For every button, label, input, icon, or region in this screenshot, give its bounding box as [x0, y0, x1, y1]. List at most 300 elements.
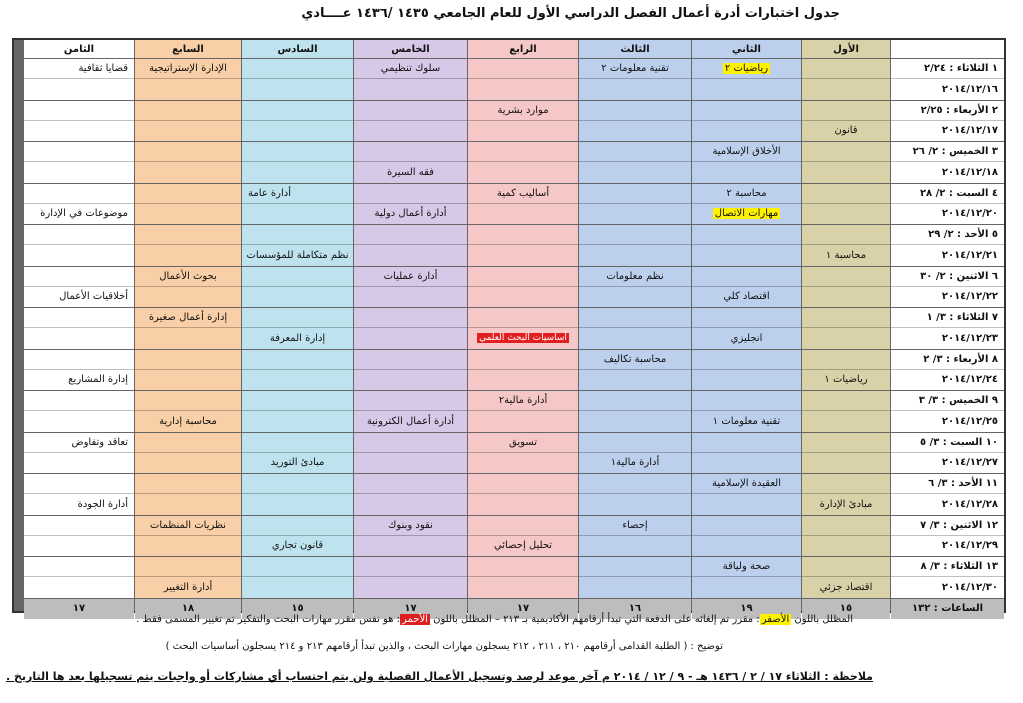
exam-slot — [579, 516, 691, 557]
slot-first — [468, 267, 578, 287]
exam-slot — [692, 184, 801, 225]
exam-slot — [135, 350, 241, 391]
course-name: موارد بشرية — [497, 104, 549, 116]
exam-slot — [242, 184, 353, 225]
slot-first — [242, 391, 353, 411]
slot-first — [242, 557, 353, 577]
course-name: نظم متكاملة للمؤسسات — [246, 249, 349, 261]
slot-first — [802, 308, 890, 328]
slot-second — [692, 411, 801, 431]
slot-first — [24, 184, 134, 204]
date-label: ٢٠١٤/١٢/٢٨ — [941, 498, 998, 510]
course-name: قانون تجاري — [271, 540, 324, 552]
exam-slot — [802, 433, 890, 474]
slot-first — [579, 433, 691, 453]
slot-first — [468, 350, 578, 370]
slot-first — [242, 142, 353, 162]
course-name: تعاقد وتفاوض — [71, 436, 128, 448]
slot-second — [579, 494, 691, 514]
exam-slot — [468, 142, 578, 183]
exam-slot — [354, 225, 467, 266]
exam-slot — [579, 474, 691, 515]
day-label: ١٠ السبت : ٣/ ٥ — [891, 433, 1004, 453]
slot-second — [579, 245, 691, 265]
slot-first — [135, 474, 241, 494]
footnote-text: : مقرر تم إلغائه على الدفعة التي تبدأ أرقامهم الأكاديمية بـ ٢١٣ – المظلل باللون — [429, 614, 760, 625]
exam-slot — [692, 142, 801, 183]
exam-slot — [24, 474, 134, 515]
header-level-2: الثاني — [692, 40, 801, 58]
exam-slot — [354, 391, 467, 432]
slot-first — [468, 59, 578, 79]
date-label: ٢٠١٤/١٢/١٧ — [941, 125, 998, 137]
slot-first — [468, 142, 578, 162]
exam-slot — [242, 474, 353, 515]
slot-first — [135, 308, 241, 328]
slot-second — [579, 287, 691, 307]
slot-second — [468, 79, 578, 99]
course-name: مهارات الاتصال — [714, 208, 779, 220]
slot-first — [135, 142, 241, 162]
exam-slot — [354, 433, 467, 474]
slot-first — [692, 267, 801, 287]
slot-first — [802, 267, 890, 287]
date-label: ٢٠١٤/١٢/١٨ — [941, 166, 998, 178]
slot-first — [802, 59, 890, 79]
exam-slot — [135, 101, 241, 142]
slot-second — [135, 245, 241, 265]
slot-first — [24, 516, 134, 536]
course-name: تحليل إحصائي — [493, 540, 553, 552]
slot-first — [24, 142, 134, 162]
exam-schedule-table — [12, 38, 1006, 613]
slot-first — [242, 225, 353, 245]
slot-second — [135, 370, 241, 390]
exam-slot — [468, 225, 578, 266]
slot-second — [135, 204, 241, 224]
exam-slot — [135, 59, 241, 100]
slot-second — [242, 494, 353, 514]
course-name: نظريات المنظمات — [150, 519, 226, 531]
exam-slot — [468, 184, 578, 225]
slot-second — [802, 494, 890, 514]
exam-slot — [135, 225, 241, 266]
slot-first — [802, 225, 890, 245]
slot-second — [354, 121, 467, 141]
slot-second — [242, 577, 353, 597]
slot-first — [24, 391, 134, 411]
slot-second — [579, 121, 691, 141]
slot-second — [354, 577, 467, 597]
exam-slot — [692, 267, 801, 308]
exam-slot — [802, 142, 890, 183]
course-name: إحصاء — [622, 519, 648, 531]
slot-second — [242, 121, 353, 141]
slot-first — [354, 267, 467, 287]
slot-first — [135, 184, 241, 204]
course-name: أدارة الجودة — [77, 498, 128, 510]
slot-first — [579, 142, 691, 162]
day-cell — [891, 474, 1004, 515]
slot-second — [242, 245, 353, 265]
slot-second — [354, 162, 467, 182]
slot-first — [135, 350, 241, 370]
slot-second — [242, 328, 353, 348]
total-hours-value: ١٥ — [802, 599, 890, 619]
exam-slot — [468, 516, 578, 557]
exam-slot — [802, 516, 890, 557]
exam-slot — [579, 433, 691, 474]
slot-first — [354, 184, 467, 204]
exam-slot — [24, 433, 134, 474]
slot-second — [692, 536, 801, 556]
exam-slot — [468, 267, 578, 308]
slot-first — [135, 225, 241, 245]
exam-slot — [242, 433, 353, 474]
exam-slot — [135, 142, 241, 183]
course-name: أساسيات البحث العلمي — [479, 333, 567, 344]
exam-slot — [24, 350, 134, 391]
slot-first — [242, 101, 353, 121]
slot-second — [802, 453, 890, 473]
slot-first — [242, 184, 353, 204]
course-name: بحوث الأعمال — [159, 270, 217, 282]
slot-second — [242, 370, 353, 390]
exam-slot — [135, 516, 241, 557]
exam-slot — [579, 225, 691, 266]
slot-first — [468, 557, 578, 577]
header-level-3: الثالث — [579, 40, 691, 58]
exam-slot — [468, 101, 578, 142]
date-label: ٢٠١٤/١٢/٢٢ — [941, 291, 998, 303]
course-name: أدارة عمليات — [383, 270, 438, 282]
date-label: ٢٠١٤/١٢/٢٧ — [941, 457, 998, 469]
slot-first — [468, 101, 578, 121]
exam-slot — [24, 391, 134, 432]
exam-slot — [242, 516, 353, 557]
exam-slot — [692, 557, 801, 598]
slot-second — [468, 577, 578, 597]
slot-first — [692, 350, 801, 370]
day-cell — [891, 433, 1004, 474]
course-name: تقنية معلومات ٢ — [601, 63, 669, 75]
course-name: مبادئ الإدارة — [819, 498, 873, 510]
exam-slot — [579, 557, 691, 598]
slot-first — [692, 308, 801, 328]
exam-slot — [692, 308, 801, 349]
day-label: ٨ الأربعاء : ٣/ ٢ — [891, 350, 1004, 370]
exam-slot — [24, 142, 134, 183]
day-label: ٧ الثلاثاء : ٣/ ١ — [891, 308, 1004, 328]
slot-second — [242, 204, 353, 224]
day-cell — [891, 184, 1004, 225]
course-name: اقتصاد جزئي — [819, 581, 873, 593]
slot-second — [354, 411, 467, 431]
date-label: ٢٠١٤/١٢/٢٣ — [941, 332, 998, 344]
slot-first — [354, 433, 467, 453]
exam-slot — [579, 350, 691, 391]
exam-slot — [354, 350, 467, 391]
exam-slot — [692, 225, 801, 266]
course-name: الإدارة الإستراتيجية — [149, 63, 227, 75]
slot-first — [354, 474, 467, 494]
slot-second — [468, 536, 578, 556]
slot-first — [354, 59, 467, 79]
slot-first — [354, 391, 467, 411]
day-label: ٥ الأحد : ٢/ ٢٩ — [891, 225, 1004, 245]
slot-second — [468, 121, 578, 141]
slot-second — [135, 328, 241, 348]
slot-first — [802, 474, 890, 494]
slot-first — [135, 391, 241, 411]
slot-second — [24, 411, 134, 431]
total-hours-label: الساعات : ١٣٢ — [891, 599, 1004, 619]
exam-slot — [802, 350, 890, 391]
exam-slot — [24, 184, 134, 225]
slot-second — [242, 453, 353, 473]
header-level-1: الأول — [802, 40, 890, 58]
slot-first — [692, 557, 801, 577]
exam-slot — [802, 474, 890, 515]
slot-first — [692, 433, 801, 453]
exam-slot — [354, 308, 467, 349]
slot-second — [579, 79, 691, 99]
slot-first — [802, 350, 890, 370]
course-name: رياضيات ٢ — [724, 63, 769, 75]
day-label: ١٢ الاثنين : ٣/ ٧ — [891, 516, 1004, 536]
course-name: أدارة التغيير — [163, 581, 213, 593]
total-hours-value: ١٧ — [354, 599, 467, 619]
day-label: ٤ السبت : ٢/ ٢٨ — [891, 184, 1004, 204]
slot-first — [579, 308, 691, 328]
slot-second — [468, 204, 578, 224]
slot-second — [24, 162, 134, 182]
total-hours-value: ١٧ — [24, 599, 134, 619]
exam-slot — [354, 184, 467, 225]
day-cell — [891, 267, 1004, 308]
course-name: أخلاقيات الأعمال — [59, 291, 128, 303]
slot-first — [354, 225, 467, 245]
course-name: محاسبة ١ — [825, 249, 867, 261]
slot-second — [242, 287, 353, 307]
footnote-text: المظلل باللون — [791, 614, 853, 625]
exam-slot — [242, 350, 353, 391]
slot-second — [802, 121, 890, 141]
day-label: ٦ الاثنين : ٢/ ٣٠ — [891, 267, 1004, 287]
day-cell — [891, 308, 1004, 349]
exam-slot — [354, 142, 467, 183]
slot-first — [135, 433, 241, 453]
exam-slot — [24, 308, 134, 349]
slot-second — [135, 287, 241, 307]
exam-slot — [802, 101, 890, 142]
course-name: أساليب كمية — [496, 187, 550, 199]
day-label: ١١ الأحد : ٣/ ٦ — [891, 474, 1004, 494]
exam-slot — [242, 267, 353, 308]
total-hours-value: ١٩ — [692, 599, 801, 619]
exam-slot — [135, 433, 241, 474]
course-name: قانون — [834, 125, 858, 137]
date-label: ٢٠١٤/١٢/٢١ — [941, 249, 998, 261]
slot-second — [579, 577, 691, 597]
day-cell — [891, 557, 1004, 598]
slot-second — [24, 370, 134, 390]
course-name: فقه السيرة — [387, 166, 434, 178]
slot-first — [579, 267, 691, 287]
slot-first — [802, 557, 890, 577]
exam-slot — [579, 267, 691, 308]
slot-second — [579, 328, 691, 348]
course-name: أدارة عامة — [248, 187, 291, 199]
slot-second — [802, 577, 890, 597]
date-label: ٢٠١٤/١٢/١٦ — [941, 83, 998, 95]
slot-first — [242, 433, 353, 453]
slot-second — [135, 453, 241, 473]
exam-slot — [135, 474, 241, 515]
course-name: أدارة مالية٢ — [498, 395, 548, 407]
slot-first — [579, 391, 691, 411]
slot-first — [354, 516, 467, 536]
header-level-8: الثامن — [24, 40, 134, 58]
slot-first — [242, 350, 353, 370]
exam-slot — [24, 557, 134, 598]
slot-second — [242, 162, 353, 182]
course-name: محاسبة إدارية — [159, 415, 217, 427]
exam-slot — [802, 391, 890, 432]
slot-second — [468, 328, 578, 348]
course-name: أدارة أعمال الكترونية — [366, 415, 455, 427]
course-name: قضايا ثقافية — [78, 63, 128, 75]
yellow-label: الأصفر — [761, 614, 790, 625]
slot-first — [242, 516, 353, 536]
exam-slot — [354, 101, 467, 142]
header-level-4: الرابع — [468, 40, 578, 58]
day-label: ١ الثلاثاء : ٢/٢٤ — [891, 59, 1004, 79]
exam-slot — [24, 59, 134, 100]
exam-slot — [692, 391, 801, 432]
slot-second — [135, 536, 241, 556]
exam-slot — [135, 391, 241, 432]
total-hours-value: ١٨ — [135, 599, 241, 619]
day-cell — [891, 350, 1004, 391]
slot-first — [354, 142, 467, 162]
footnote-highlight-legend — [136, 614, 853, 625]
exam-slot — [242, 225, 353, 266]
slot-second — [242, 411, 353, 431]
slot-second — [24, 79, 134, 99]
slot-second — [354, 245, 467, 265]
slot-first — [802, 516, 890, 536]
slot-second — [24, 577, 134, 597]
slot-first — [354, 308, 467, 328]
slot-second — [692, 204, 801, 224]
exam-slot — [135, 557, 241, 598]
slot-second — [242, 536, 353, 556]
slot-second — [24, 328, 134, 348]
exam-slot — [692, 433, 801, 474]
slot-first — [468, 184, 578, 204]
footnote-deadline-note: ملاحظة : الثلاثاء ١٧ / ٢ / ١٤٣٦ هـ - ٩ / ١٢ / ٢٠١٤ م آخر موعد لرصد وتسجيل الأعمال الفصلية ولن يتم احتساب أي مشاركات أو واجبات يتم تسجيلها بعد ها التاريخ . — [5, 670, 873, 683]
slot-second — [579, 162, 691, 182]
slot-second — [354, 370, 467, 390]
course-name: سلوك تنظيمي — [380, 63, 441, 75]
date-label: ٢٠١٤/١٢/٢٤ — [941, 374, 998, 386]
slot-second — [354, 494, 467, 514]
slot-second — [468, 453, 578, 473]
slot-first — [242, 59, 353, 79]
course-name: مبادئ التوريد — [270, 457, 325, 469]
slot-first — [468, 516, 578, 536]
slot-second — [802, 536, 890, 556]
slot-first — [242, 267, 353, 287]
slot-first — [802, 184, 890, 204]
slot-first — [468, 391, 578, 411]
exam-slot — [802, 59, 890, 100]
exam-slot — [692, 474, 801, 515]
slot-first — [802, 142, 890, 162]
exam-slot — [802, 225, 890, 266]
slot-first — [354, 101, 467, 121]
exam-slot — [692, 350, 801, 391]
slot-first — [579, 59, 691, 79]
exam-slot — [579, 308, 691, 349]
slot-second — [354, 204, 467, 224]
exam-slot — [579, 101, 691, 142]
slot-second — [135, 494, 241, 514]
day-cell — [891, 225, 1004, 266]
slot-first — [24, 101, 134, 121]
slot-first — [24, 433, 134, 453]
slot-first — [579, 101, 691, 121]
day-label: ٢ الأربعاء : ٢/٢٥ — [891, 101, 1004, 121]
exam-slot — [692, 101, 801, 142]
exam-slot — [579, 142, 691, 183]
slot-first — [579, 225, 691, 245]
course-name: محاسبة ٢ — [726, 187, 767, 199]
footnote-text: : هو نفس مقرر مهارات البحث والتفكير تم تغيير المسمى فقط . — [136, 614, 400, 625]
day-cell — [891, 142, 1004, 183]
slot-first — [692, 225, 801, 245]
slot-first — [135, 267, 241, 287]
slot-second — [802, 162, 890, 182]
course-name: إدارة المشاريع — [68, 374, 128, 386]
course-name: الأخلاق الإسلامية — [712, 146, 781, 158]
slot-second — [354, 453, 467, 473]
slot-second — [579, 453, 691, 473]
slot-second — [135, 79, 241, 99]
date-label: ٢٠١٤/١٢/٢٩ — [941, 540, 998, 552]
exam-slot — [468, 474, 578, 515]
exam-slot — [802, 308, 890, 349]
slot-second — [24, 536, 134, 556]
exam-slot — [24, 225, 134, 266]
slot-second — [579, 536, 691, 556]
slot-second — [692, 121, 801, 141]
exam-slot — [242, 59, 353, 100]
slot-first — [579, 474, 691, 494]
total-hours-value: ١٧ — [468, 599, 578, 619]
exam-slot — [135, 184, 241, 225]
slot-first — [135, 516, 241, 536]
footnote-clarification: توضيح : ( الطلبة القدامى أرقامهم ٢١٠ ، ٢١١ ، ٢١٢ يسجلون مهارات البحث ، والذين تبدأ أرقامهم ٢١٣ و ٢١٤ يسجلون أساسيات البحث ) — [165, 641, 723, 652]
day-label: ١٣ الثلاثاء : ٣/ ٨ — [891, 557, 1004, 577]
slot-second — [579, 411, 691, 431]
course-name: صحة ولياقة — [722, 561, 771, 573]
slot-second — [135, 411, 241, 431]
exam-slot — [354, 267, 467, 308]
slot-first — [135, 59, 241, 79]
slot-second — [24, 245, 134, 265]
